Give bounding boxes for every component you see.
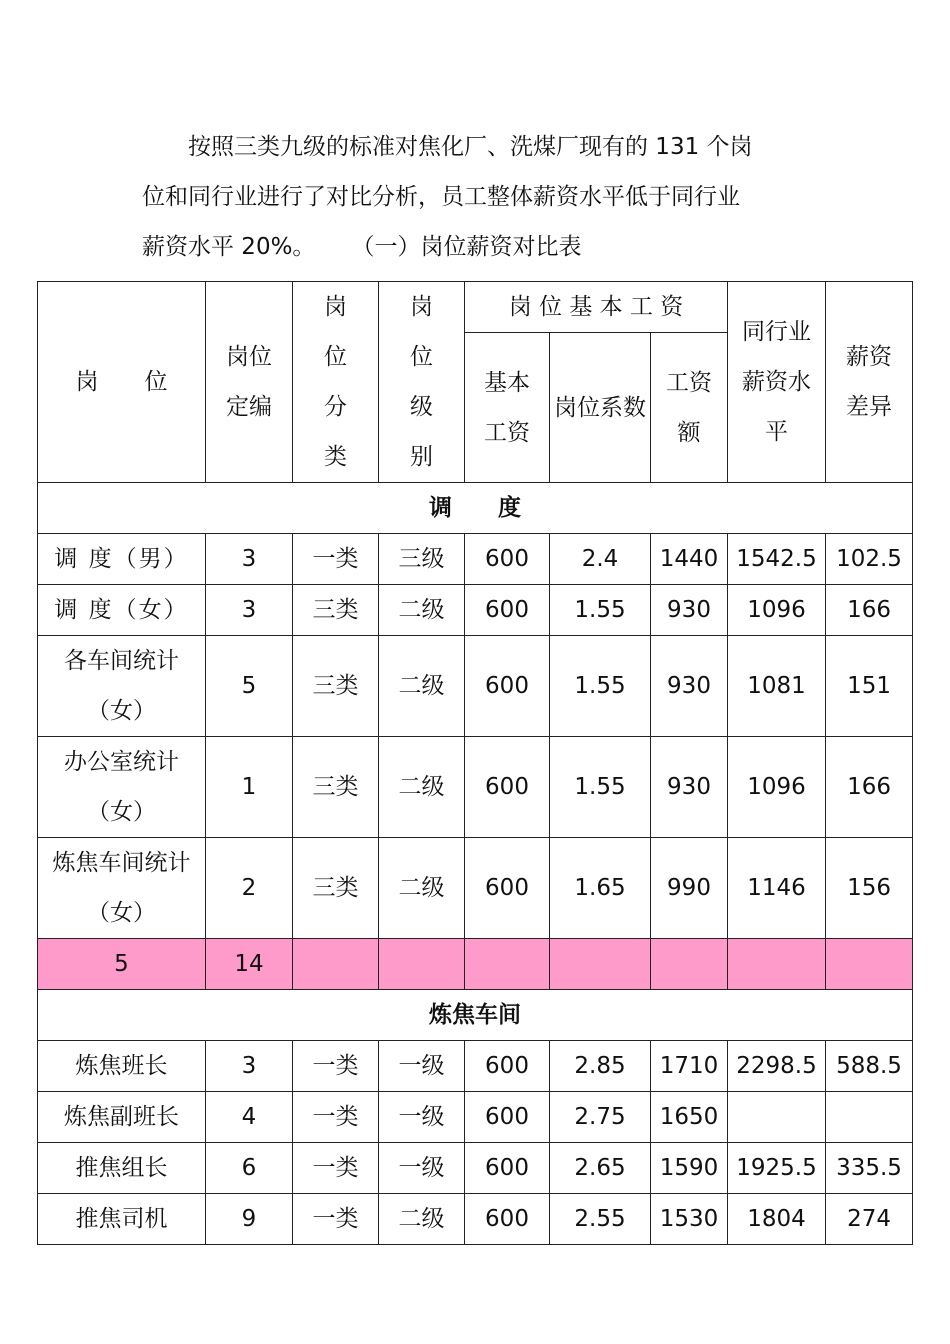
- cell-category: 一类: [293, 1143, 379, 1194]
- subtotal-empty: [728, 939, 826, 990]
- table-row: [38, 1092, 913, 1143]
- section-title: 调 度: [38, 483, 913, 534]
- cell-diff: 166: [826, 585, 913, 636]
- cell-level: 一级: [379, 1143, 465, 1194]
- header-position: 岗 位: [38, 282, 206, 483]
- cell-level: 二级: [379, 1194, 465, 1245]
- cell-basic: 600: [465, 737, 550, 838]
- table-title: （一）岗位薪资对比表: [351, 234, 582, 260]
- table-row: [38, 534, 913, 585]
- cell-coef: 2.75: [550, 1092, 651, 1143]
- cell-industry: [728, 1092, 826, 1143]
- cell-coef: 1.55: [550, 737, 651, 838]
- subtotal-empty: [826, 939, 913, 990]
- cell-level: 三级: [379, 534, 465, 585]
- subtotal-empty: [293, 939, 379, 990]
- subtotal-empty: [465, 939, 550, 990]
- section-header-coking-workshop: [38, 990, 913, 1041]
- cell-headcount: 4: [206, 1092, 293, 1143]
- cell-industry: 1146: [728, 838, 826, 939]
- intro-line-3: [142, 222, 822, 272]
- subtotal-headcount: 14: [206, 939, 293, 990]
- cell-basic: 600: [465, 636, 550, 737]
- header-industry-level: 同行业薪资水平: [728, 282, 826, 483]
- cell-position: 调 度（女）: [38, 585, 206, 636]
- cell-industry: 1804: [728, 1194, 826, 1245]
- section-header-dispatch: [38, 483, 913, 534]
- cell-coef: 2.85: [550, 1041, 651, 1092]
- cell-category: 三类: [293, 838, 379, 939]
- cell-headcount: 9: [206, 1194, 293, 1245]
- cell-category: 一类: [293, 1092, 379, 1143]
- subtotal-row: [38, 939, 913, 990]
- salary-comparison-table: [37, 281, 913, 1245]
- table-row: [38, 1194, 913, 1245]
- intro-paragraph: [142, 122, 822, 272]
- cell-diff: [826, 1092, 913, 1143]
- cell-industry: 2298.5: [728, 1041, 826, 1092]
- cell-coef: 2.65: [550, 1143, 651, 1194]
- cell-level: 二级: [379, 737, 465, 838]
- cell-amount: 990: [651, 838, 728, 939]
- header-basic-wage: 基本工资: [465, 333, 550, 483]
- cell-amount: 1710: [651, 1041, 728, 1092]
- cell-level: 一级: [379, 1041, 465, 1092]
- cell-coef: 1.65: [550, 838, 651, 939]
- table-row: [38, 737, 913, 838]
- cell-diff: 156: [826, 838, 913, 939]
- cell-amount: 1530: [651, 1194, 728, 1245]
- cell-position: 炼焦班长: [38, 1041, 206, 1092]
- subtotal-empty: [550, 939, 651, 990]
- cell-coef: 2.55: [550, 1194, 651, 1245]
- cell-diff: 166: [826, 737, 913, 838]
- cell-position: 办公室统计（女）: [38, 737, 206, 838]
- cell-basic: 600: [465, 585, 550, 636]
- cell-amount: 1590: [651, 1143, 728, 1194]
- cell-industry: 1096: [728, 737, 826, 838]
- cell-headcount: 3: [206, 585, 293, 636]
- subtotal-empty: [379, 939, 465, 990]
- cell-level: 二级: [379, 636, 465, 737]
- cell-coef: 2.4: [550, 534, 651, 585]
- cell-amount: 1440: [651, 534, 728, 585]
- cell-industry: 1925.5: [728, 1143, 826, 1194]
- cell-level: 二级: [379, 838, 465, 939]
- cell-position: 推焦组长: [38, 1143, 206, 1194]
- cell-industry: 1542.5: [728, 534, 826, 585]
- cell-headcount: 3: [206, 1041, 293, 1092]
- cell-amount: 930: [651, 737, 728, 838]
- cell-diff: 335.5: [826, 1143, 913, 1194]
- header-coefficient: 岗位系数: [550, 333, 651, 483]
- table-row: [38, 1143, 913, 1194]
- cell-headcount: 6: [206, 1143, 293, 1194]
- table-row: [38, 585, 913, 636]
- cell-headcount: 5: [206, 636, 293, 737]
- cell-basic: 600: [465, 534, 550, 585]
- cell-category: 三类: [293, 636, 379, 737]
- table-row: [38, 838, 913, 939]
- cell-diff: 588.5: [826, 1041, 913, 1092]
- header-headcount: 岗位定编: [206, 282, 293, 483]
- cell-coef: 1.55: [550, 636, 651, 737]
- cell-diff: 274: [826, 1194, 913, 1245]
- cell-diff: 102.5: [826, 534, 913, 585]
- cell-basic: 600: [465, 1092, 550, 1143]
- header-difference: 薪资差异: [826, 282, 913, 483]
- section-title: 炼焦车间: [38, 990, 913, 1041]
- subtotal-empty: [651, 939, 728, 990]
- cell-level: 二级: [379, 585, 465, 636]
- cell-diff: 151: [826, 636, 913, 737]
- cell-position: 各车间统计（女）: [38, 636, 206, 737]
- cell-basic: 600: [465, 838, 550, 939]
- header-row-1: [38, 282, 913, 333]
- cell-amount: 930: [651, 585, 728, 636]
- cell-basic: 600: [465, 1143, 550, 1194]
- intro-line-2: 位和同行业进行了对比分析，员工整体薪资水平低于同行业: [142, 184, 740, 210]
- table-row: [38, 636, 913, 737]
- header-basic-wage-group: 岗 位 基 本 工 资: [465, 282, 728, 333]
- cell-headcount: 3: [206, 534, 293, 585]
- cell-amount: 930: [651, 636, 728, 737]
- cell-basic: 600: [465, 1194, 550, 1245]
- cell-category: 三类: [293, 585, 379, 636]
- cell-amount: 1650: [651, 1092, 728, 1143]
- cell-basic: 600: [465, 1041, 550, 1092]
- table-row: [38, 1041, 913, 1092]
- cell-category: 一类: [293, 1041, 379, 1092]
- cell-position: 炼焦车间统计（女）: [38, 838, 206, 939]
- intro-line-3-text: 薪资水平 20%。: [142, 234, 316, 260]
- cell-industry: 1096: [728, 585, 826, 636]
- cell-coef: 1.55: [550, 585, 651, 636]
- cell-category: 一类: [293, 1194, 379, 1245]
- cell-position: 炼焦副班长: [38, 1092, 206, 1143]
- header-amount: 工资额: [651, 333, 728, 483]
- cell-position: 推焦司机: [38, 1194, 206, 1245]
- cell-headcount: 1: [206, 737, 293, 838]
- header-category: 岗位分类: [293, 282, 379, 483]
- cell-position: 调 度（男）: [38, 534, 206, 585]
- cell-headcount: 2: [206, 838, 293, 939]
- cell-category: 三类: [293, 737, 379, 838]
- cell-category: 一类: [293, 534, 379, 585]
- cell-level: 一级: [379, 1092, 465, 1143]
- subtotal-count: 5: [38, 939, 206, 990]
- header-level: 岗位级别: [379, 282, 465, 483]
- cell-industry: 1081: [728, 636, 826, 737]
- intro-line-1: 按照三类九级的标准对焦化厂、洗煤厂现有的 131 个岗: [188, 134, 753, 160]
